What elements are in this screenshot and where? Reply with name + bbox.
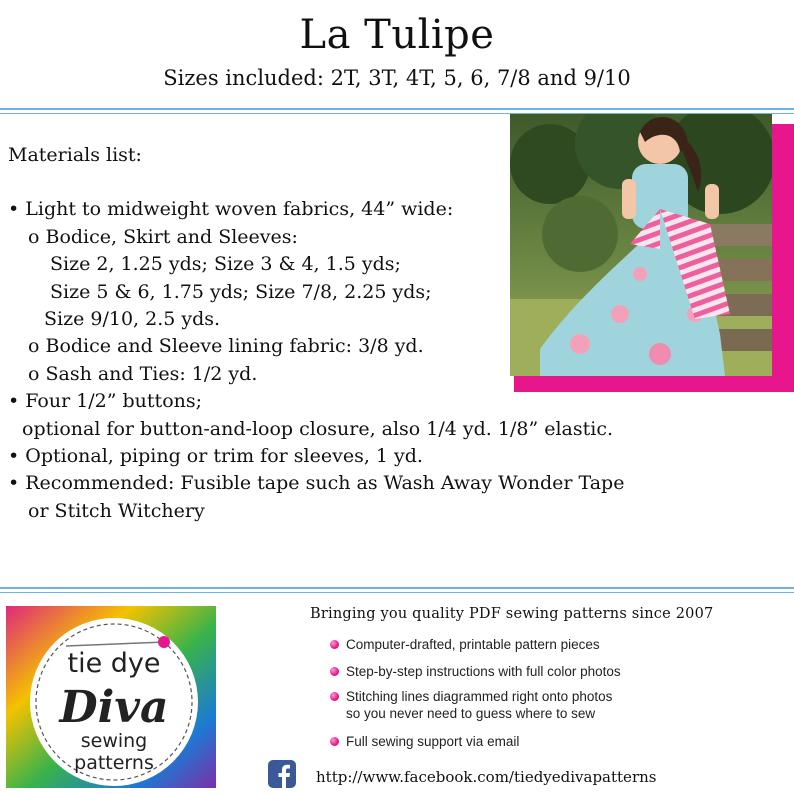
promo-bullet: Full sewing support via email <box>346 734 520 749</box>
materials-line: Size 2, 1.25 yds; Size 3 & 4, 1.5 yds; <box>50 253 401 276</box>
promo-bullet: Computer-drafted, printable pattern pieces <box>346 637 600 652</box>
promo-bullet: Stitching lines diagrammed right onto photos <box>346 689 613 704</box>
girl-in-dress-illustration <box>510 114 772 376</box>
sizes-subtitle: Sizes included: 2T, 3T, 4T, 5, 6, 7/8 and 9/10 <box>163 66 631 90</box>
product-photo-frame <box>510 114 794 392</box>
logo-text-sewing: sewing <box>80 730 148 752</box>
materials-line: • Recommended: Fusible tape such as Wash Away Wonder Tape <box>8 472 625 495</box>
pink-bullet-icon <box>330 640 339 649</box>
logo-text-diva: Diva <box>59 682 169 733</box>
promo-heading: Bringing you quality PDF sewing patterns since 2007 <box>310 606 714 622</box>
product-photo <box>510 114 772 376</box>
top-divider <box>0 108 794 110</box>
promo-bullet-continued: so you never need to guess where to sew <box>346 706 596 721</box>
pink-bullet-icon <box>330 692 339 701</box>
facebook-f-glyph <box>268 760 296 788</box>
materials-line: o Sash and Ties: 1/2 yd. <box>28 362 258 385</box>
bottom-divider-thin <box>0 592 794 593</box>
logo-text-tie-dye: tie dye <box>67 648 161 679</box>
materials-line: o Bodice, Skirt and Sleeves: <box>28 225 298 248</box>
materials-line: • Optional, piping or trim for sleeves, 1 yd. <box>8 445 423 468</box>
materials-line: optional for button-and-loop closure, also 1/4 yd. 1/8” elastic. <box>22 417 613 440</box>
page-title: La Tulipe <box>299 12 495 58</box>
materials-line: Size 5 & 6, 1.75 yds; Size 7/8, 2.25 yds; <box>50 280 432 303</box>
pink-bullet-icon <box>330 737 339 746</box>
materials-heading: Materials list: <box>8 144 142 166</box>
facebook-link[interactable]: http://www.facebook.com/tiedyedivapatterns <box>316 768 657 786</box>
materials-line: or Stitch Witchery <box>28 499 205 522</box>
promo-bullet: Step-by-step instructions with full color photos <box>346 664 621 679</box>
pink-bullet-icon <box>330 667 339 676</box>
materials-line: • Four 1/2” buttons; <box>8 390 203 413</box>
materials-line: o Bodice and Sleeve lining fabric: 3/8 yd. <box>28 335 424 358</box>
materials-line: • Light to midweight woven fabrics, 44” wide: <box>8 198 454 221</box>
tie-dye-diva-logo <box>6 606 216 788</box>
logo-text-patterns: patterns <box>74 752 154 774</box>
materials-line: Size 9/10, 2.5 yds. <box>44 308 221 331</box>
facebook-icon[interactable] <box>268 760 296 788</box>
bottom-divider <box>0 587 794 589</box>
